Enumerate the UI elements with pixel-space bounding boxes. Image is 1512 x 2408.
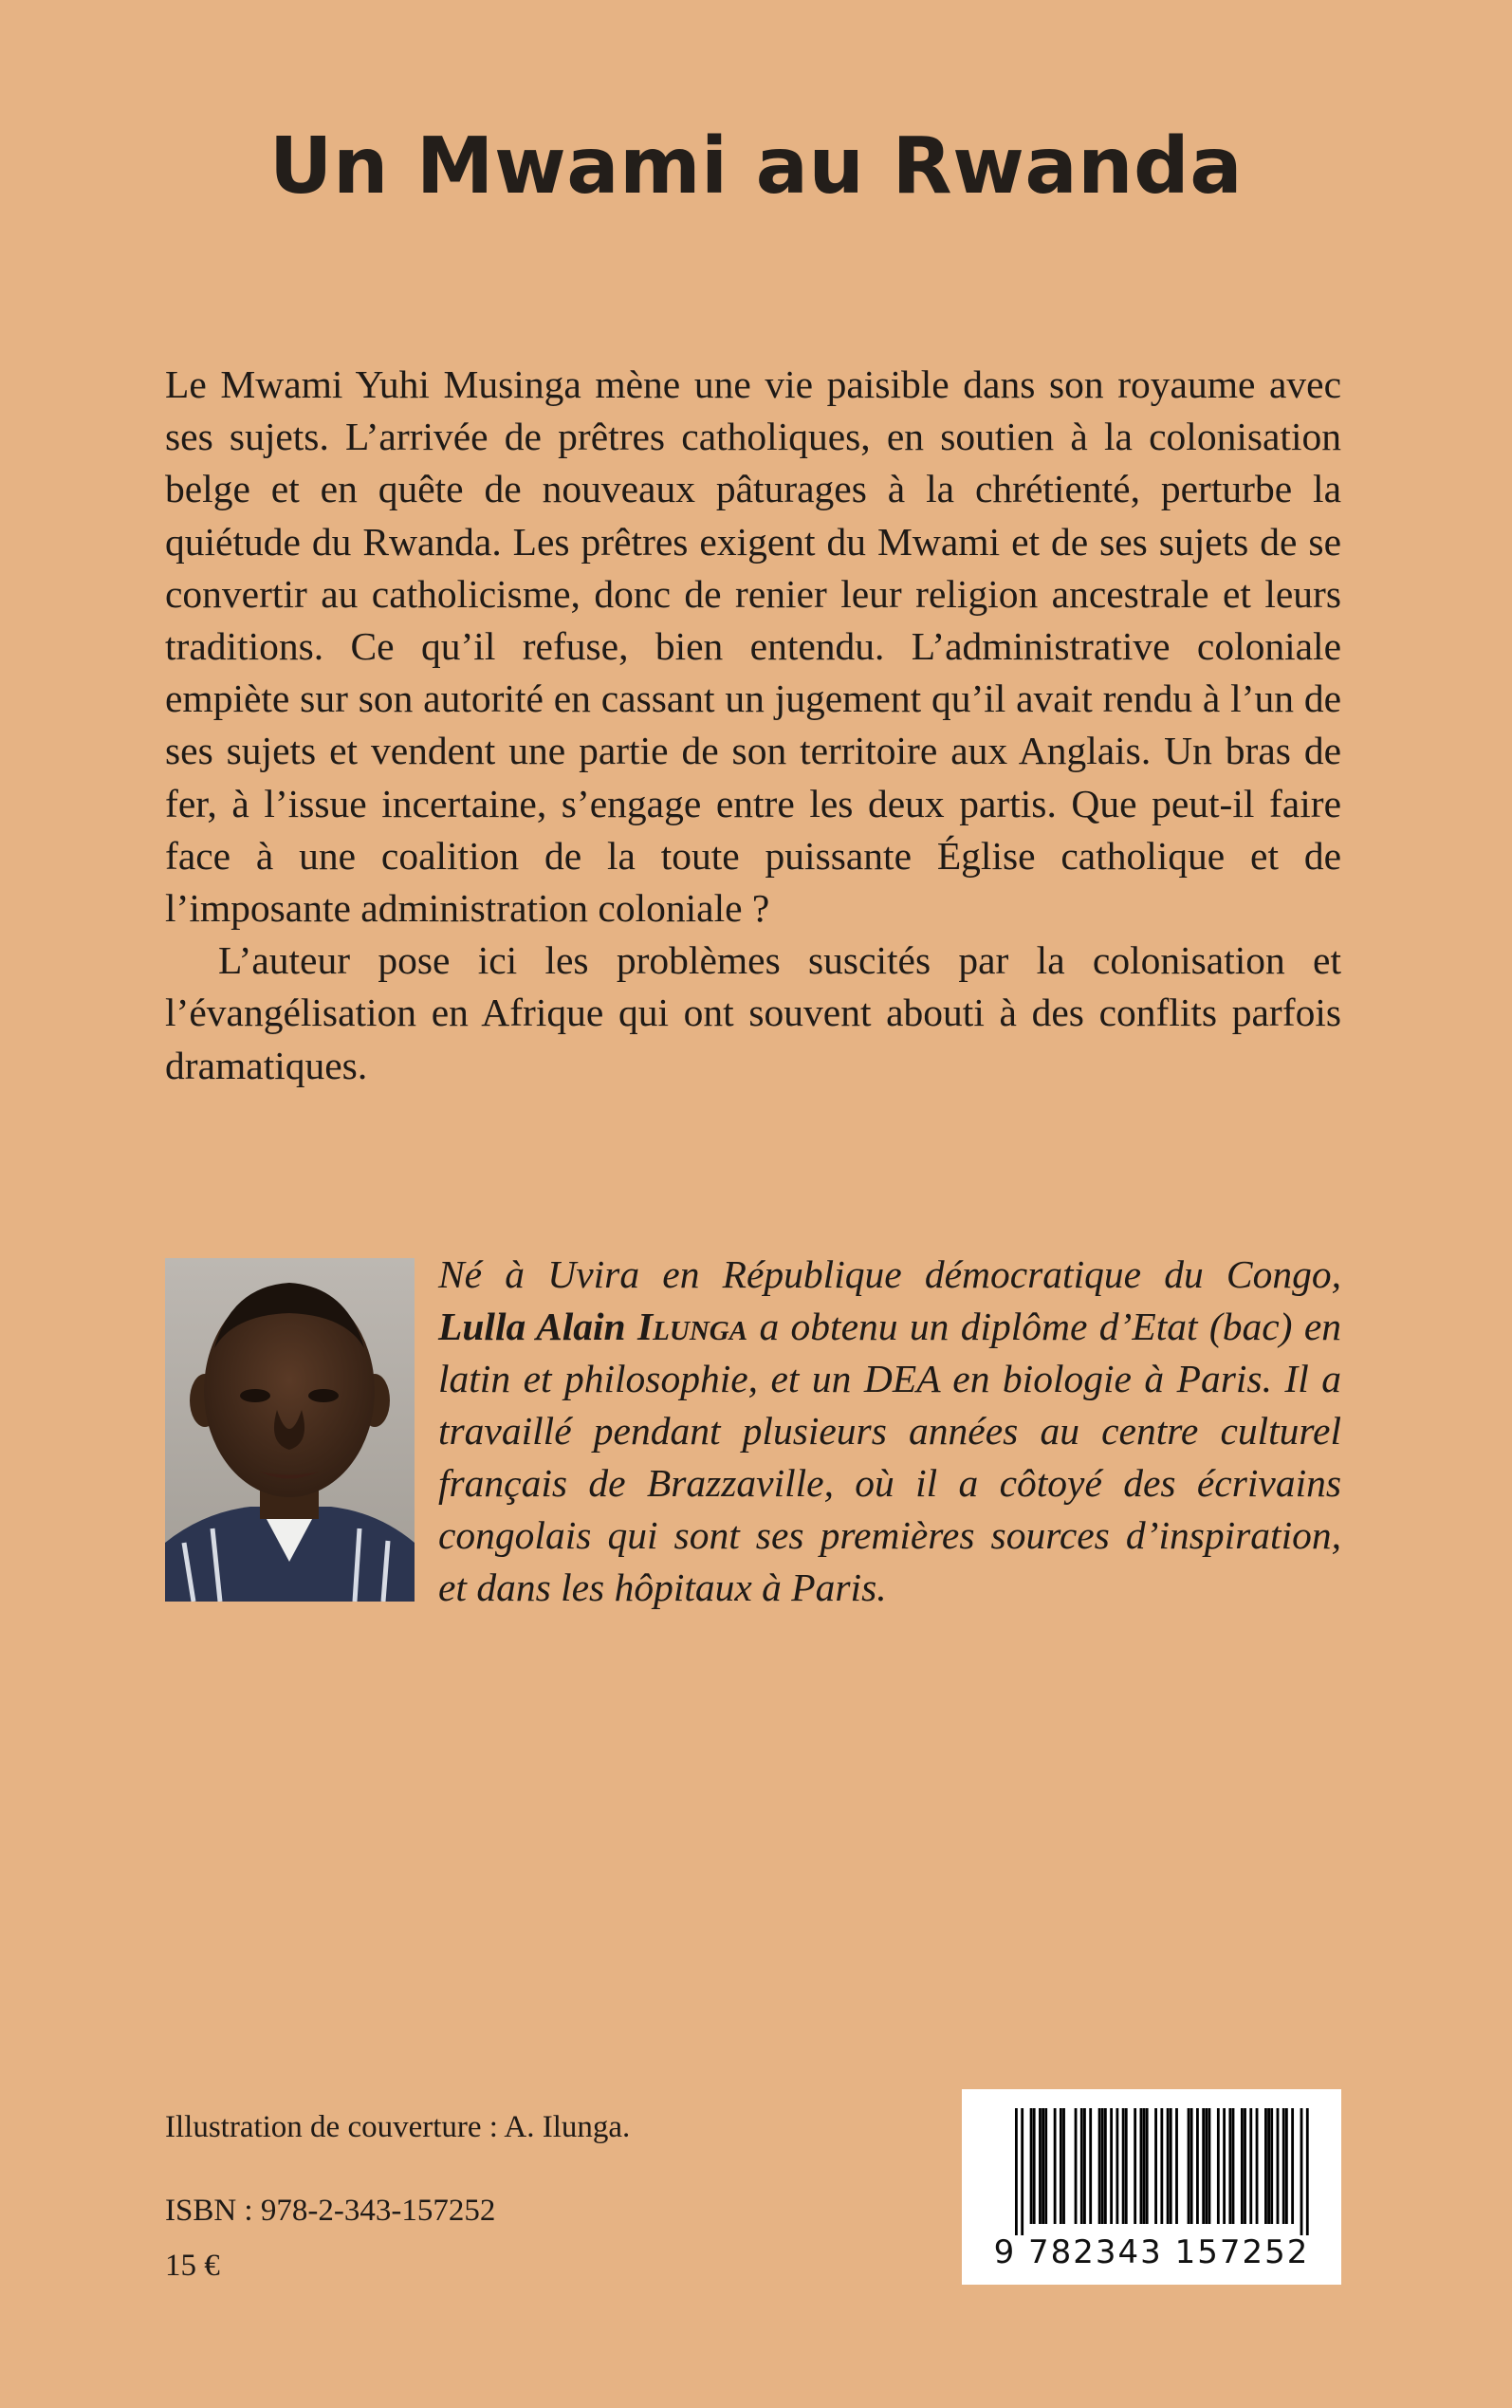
synopsis (165, 359, 1341, 1092)
barcode-bar (1030, 2108, 1033, 2224)
barcode-bar (1217, 2108, 1220, 2224)
barcode-bar (1101, 2108, 1104, 2224)
barcode-bar (1110, 2108, 1113, 2224)
author-photo (165, 1258, 415, 1602)
barcode-bar (1190, 2108, 1193, 2224)
barcode-bar (1089, 2108, 1092, 2224)
barcode-bar (1205, 2108, 1208, 2224)
barcode-bar (1060, 2108, 1062, 2224)
barcode-bar (1143, 2108, 1146, 2224)
barcode-bar (1125, 2108, 1128, 2224)
barcode-icon (1015, 2108, 1309, 2235)
barcode-bar (1116, 2108, 1118, 2224)
isbn: ISBN : 978-2-343-157252 (165, 2194, 496, 2228)
barcode-digits: 9 782343 157252 (993, 2233, 1310, 2271)
barcode-bar (1249, 2108, 1252, 2224)
barcode-bar (1267, 2108, 1270, 2224)
barcode-bar (1270, 2108, 1273, 2224)
author-bio (438, 1249, 1341, 1614)
barcode-bar (1232, 2108, 1235, 2224)
synopsis-paragraph-1: Le Mwami Yuhi Musinga mène une vie paisible dans son royaume avec ses sujets. L’arrivée de prêtres catholiques, en soutien à la colonisation belge et en quête de nouveaux pâturages à la chrétienté, perturbe la quiétude du Rwanda. Les prêtres exigent du Mwami et de ses sujets de se convertir au catholicisme, donc de renier leur religion ancestrale et leurs traditions. Ce qu’il refuse, bien entendu. L’administrative coloniale empiète sur son autorité en cassant un jugement qu’il avait rendu à l’un de ses sujets et vendent une partie de son territoire aux Anglais. Un bras de fer, à l’issue incertaine, s’engage entre les deux partis. Que peut-il faire face à une coalition de la toute puissante Église catholique et de l’imposante administration coloniale ? (165, 362, 1341, 931)
price: 15 € (165, 2249, 220, 2283)
barcode-bar (1122, 2108, 1125, 2224)
barcode-bar (1134, 2108, 1136, 2224)
book-title: Un Mwami au Rwanda (268, 121, 1244, 212)
barcode-bar (1098, 2108, 1101, 2224)
barcode-bar (1044, 2108, 1047, 2224)
barcode-bar (1277, 2108, 1280, 2224)
barcode-bar (1285, 2108, 1288, 2224)
barcode-bar (1080, 2108, 1083, 2224)
barcode-bar (1104, 2108, 1107, 2224)
barcode-bar (1146, 2108, 1149, 2224)
bio-intro: Né à Uvira en République démocratique du Congo, (438, 1252, 1341, 1296)
barcode-bar (1039, 2108, 1042, 2224)
barcode-bar (1228, 2108, 1231, 2224)
barcode-bar (1188, 2108, 1190, 2224)
barcode-bar (1170, 2108, 1172, 2224)
barcode-bar (1033, 2108, 1036, 2224)
barcode-bar (1160, 2108, 1163, 2224)
barcode-bar (1015, 2108, 1018, 2235)
barcode-bar (1075, 2108, 1078, 2224)
barcode (962, 2089, 1341, 2285)
barcode-bar (1175, 2108, 1178, 2224)
barcode-bar (1256, 2108, 1259, 2224)
barcode-bar (1083, 2108, 1086, 2224)
barcode-bar (1282, 2108, 1285, 2224)
bio-details: a obtenu un diplôme d’Etat (bac) en latin et philosophie, et un DEA en biologie à Paris. Il a travaillé pendant plusieurs années au centre culturel français de Brazzaville, où il a côtoyé des écrivains congolais qui sont ses premières sources d’inspiration, et dans les hôpitaux à Paris. (438, 1305, 1342, 1609)
barcode-bar (1021, 2108, 1023, 2235)
barcode-bar (1140, 2108, 1143, 2224)
barcode-bar (1291, 2108, 1294, 2224)
barcode-bar (1306, 2108, 1309, 2235)
barcode-bar (1154, 2108, 1157, 2224)
barcode-bar (1167, 2108, 1170, 2224)
barcode-bar (1202, 2108, 1205, 2224)
synopsis-paragraph-2: L’auteur pose ici les problèmes suscités par la colonisation et l’évangélisation en Afrique qui ont souvent abouti à des conflits parfois dramatiques. (165, 938, 1341, 1087)
barcode-bar (1223, 2108, 1226, 2224)
cover-illustration-credit: Illustration de couverture : A. Ilunga. (165, 2110, 631, 2144)
barcode-bar (1042, 2108, 1044, 2224)
barcode-bar (1300, 2108, 1303, 2235)
author-first-name: Lulla Alain (438, 1305, 626, 1348)
barcode-bar (1208, 2108, 1211, 2224)
barcode-bar (1196, 2108, 1199, 2224)
barcode-bar (1244, 2108, 1246, 2224)
barcode-bar (1264, 2108, 1267, 2224)
barcode-bar (1062, 2108, 1065, 2224)
author-portrait-icon (165, 1258, 415, 1602)
author-last-name: Ilunga (637, 1305, 748, 1348)
barcode-bar (1054, 2108, 1057, 2224)
barcode-bar (1241, 2108, 1244, 2224)
